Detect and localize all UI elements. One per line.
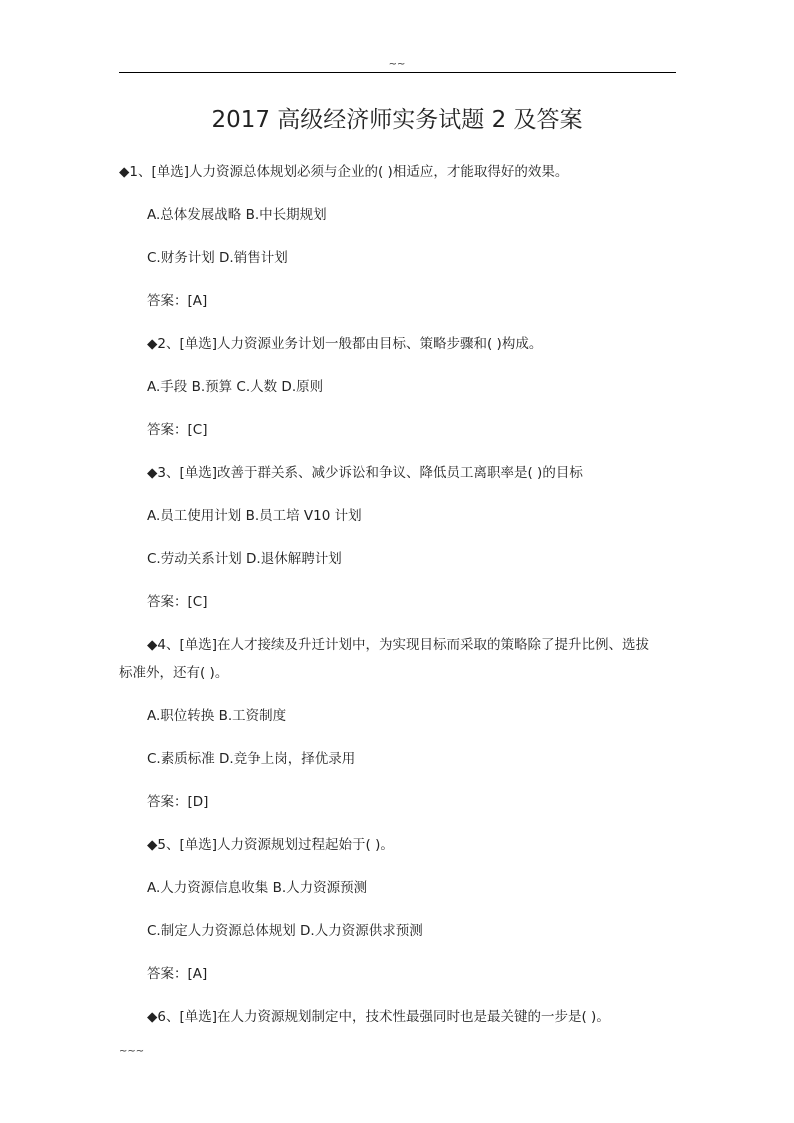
question-6-stem: ◆6、[单选]在人力资源规划制定中，技术性最强同时也是最关键的一步是( )。 — [147, 1009, 610, 1025]
question-3-answer: 答案：[C] — [147, 594, 208, 610]
header-rule — [119, 72, 676, 73]
question-2-stem: ◆2、[单选]人力资源业务计划一般都由目标、策略步骤和( )构成。 — [147, 336, 543, 352]
question-3-options-ab: A.员工使用计划 B.员工培 V10 计划 — [147, 508, 362, 524]
question-1-options-cd: C.财务计划 D.销售计划 — [147, 250, 288, 266]
question-3-options-cd: C.劳动关系计划 D.退休解聘计划 — [147, 551, 342, 567]
question-5-options-ab: A.人力资源信息收集 B.人力资源预测 — [147, 880, 368, 896]
header-mark: ~~ — [388, 59, 406, 70]
question-1-answer: 答案：[A] — [147, 293, 208, 309]
question-4-options-cd: C.素质标准 D.竞争上岗，择优录用 — [147, 751, 356, 767]
question-5-options-cd: C.制定人力资源总体规划 D.人力资源供求预测 — [147, 923, 423, 939]
question-4-stem-line-2: 标准外，还有( )。 — [119, 665, 229, 681]
question-3-stem: ◆3、[单选]改善于群关系、减少诉讼和争议、降低员工离职率是( )的目标 — [147, 465, 583, 481]
question-4-options-ab: A.职位转换 B.工资制度 — [147, 708, 287, 724]
question-1-options-ab: A.总体发展战略 B.中长期规划 — [147, 207, 327, 223]
question-2-options: A.手段 B.预算 C.人数 D.原则 — [147, 379, 324, 395]
question-2-answer: 答案：[C] — [147, 422, 208, 438]
question-1-stem: ◆1、[单选]人力资源总体规划必须与企业的( )相适应，才能取得好的效果。 — [119, 164, 569, 180]
footer-mark: ~~~ — [119, 1046, 145, 1057]
question-4-answer: 答案：[D] — [147, 794, 209, 810]
question-4-stem-line-1: ◆4、[单选]在人才接续及升迁计划中，为实现目标而采取的策略除了提升比例、选拔 — [147, 637, 650, 653]
question-5-stem: ◆5、[单选]人力资源规划过程起始于( )。 — [147, 837, 394, 853]
page-title: 2017 高级经济师实务试题 2 及答案 — [211, 107, 583, 133]
question-5-answer: 答案：[A] — [147, 966, 208, 982]
